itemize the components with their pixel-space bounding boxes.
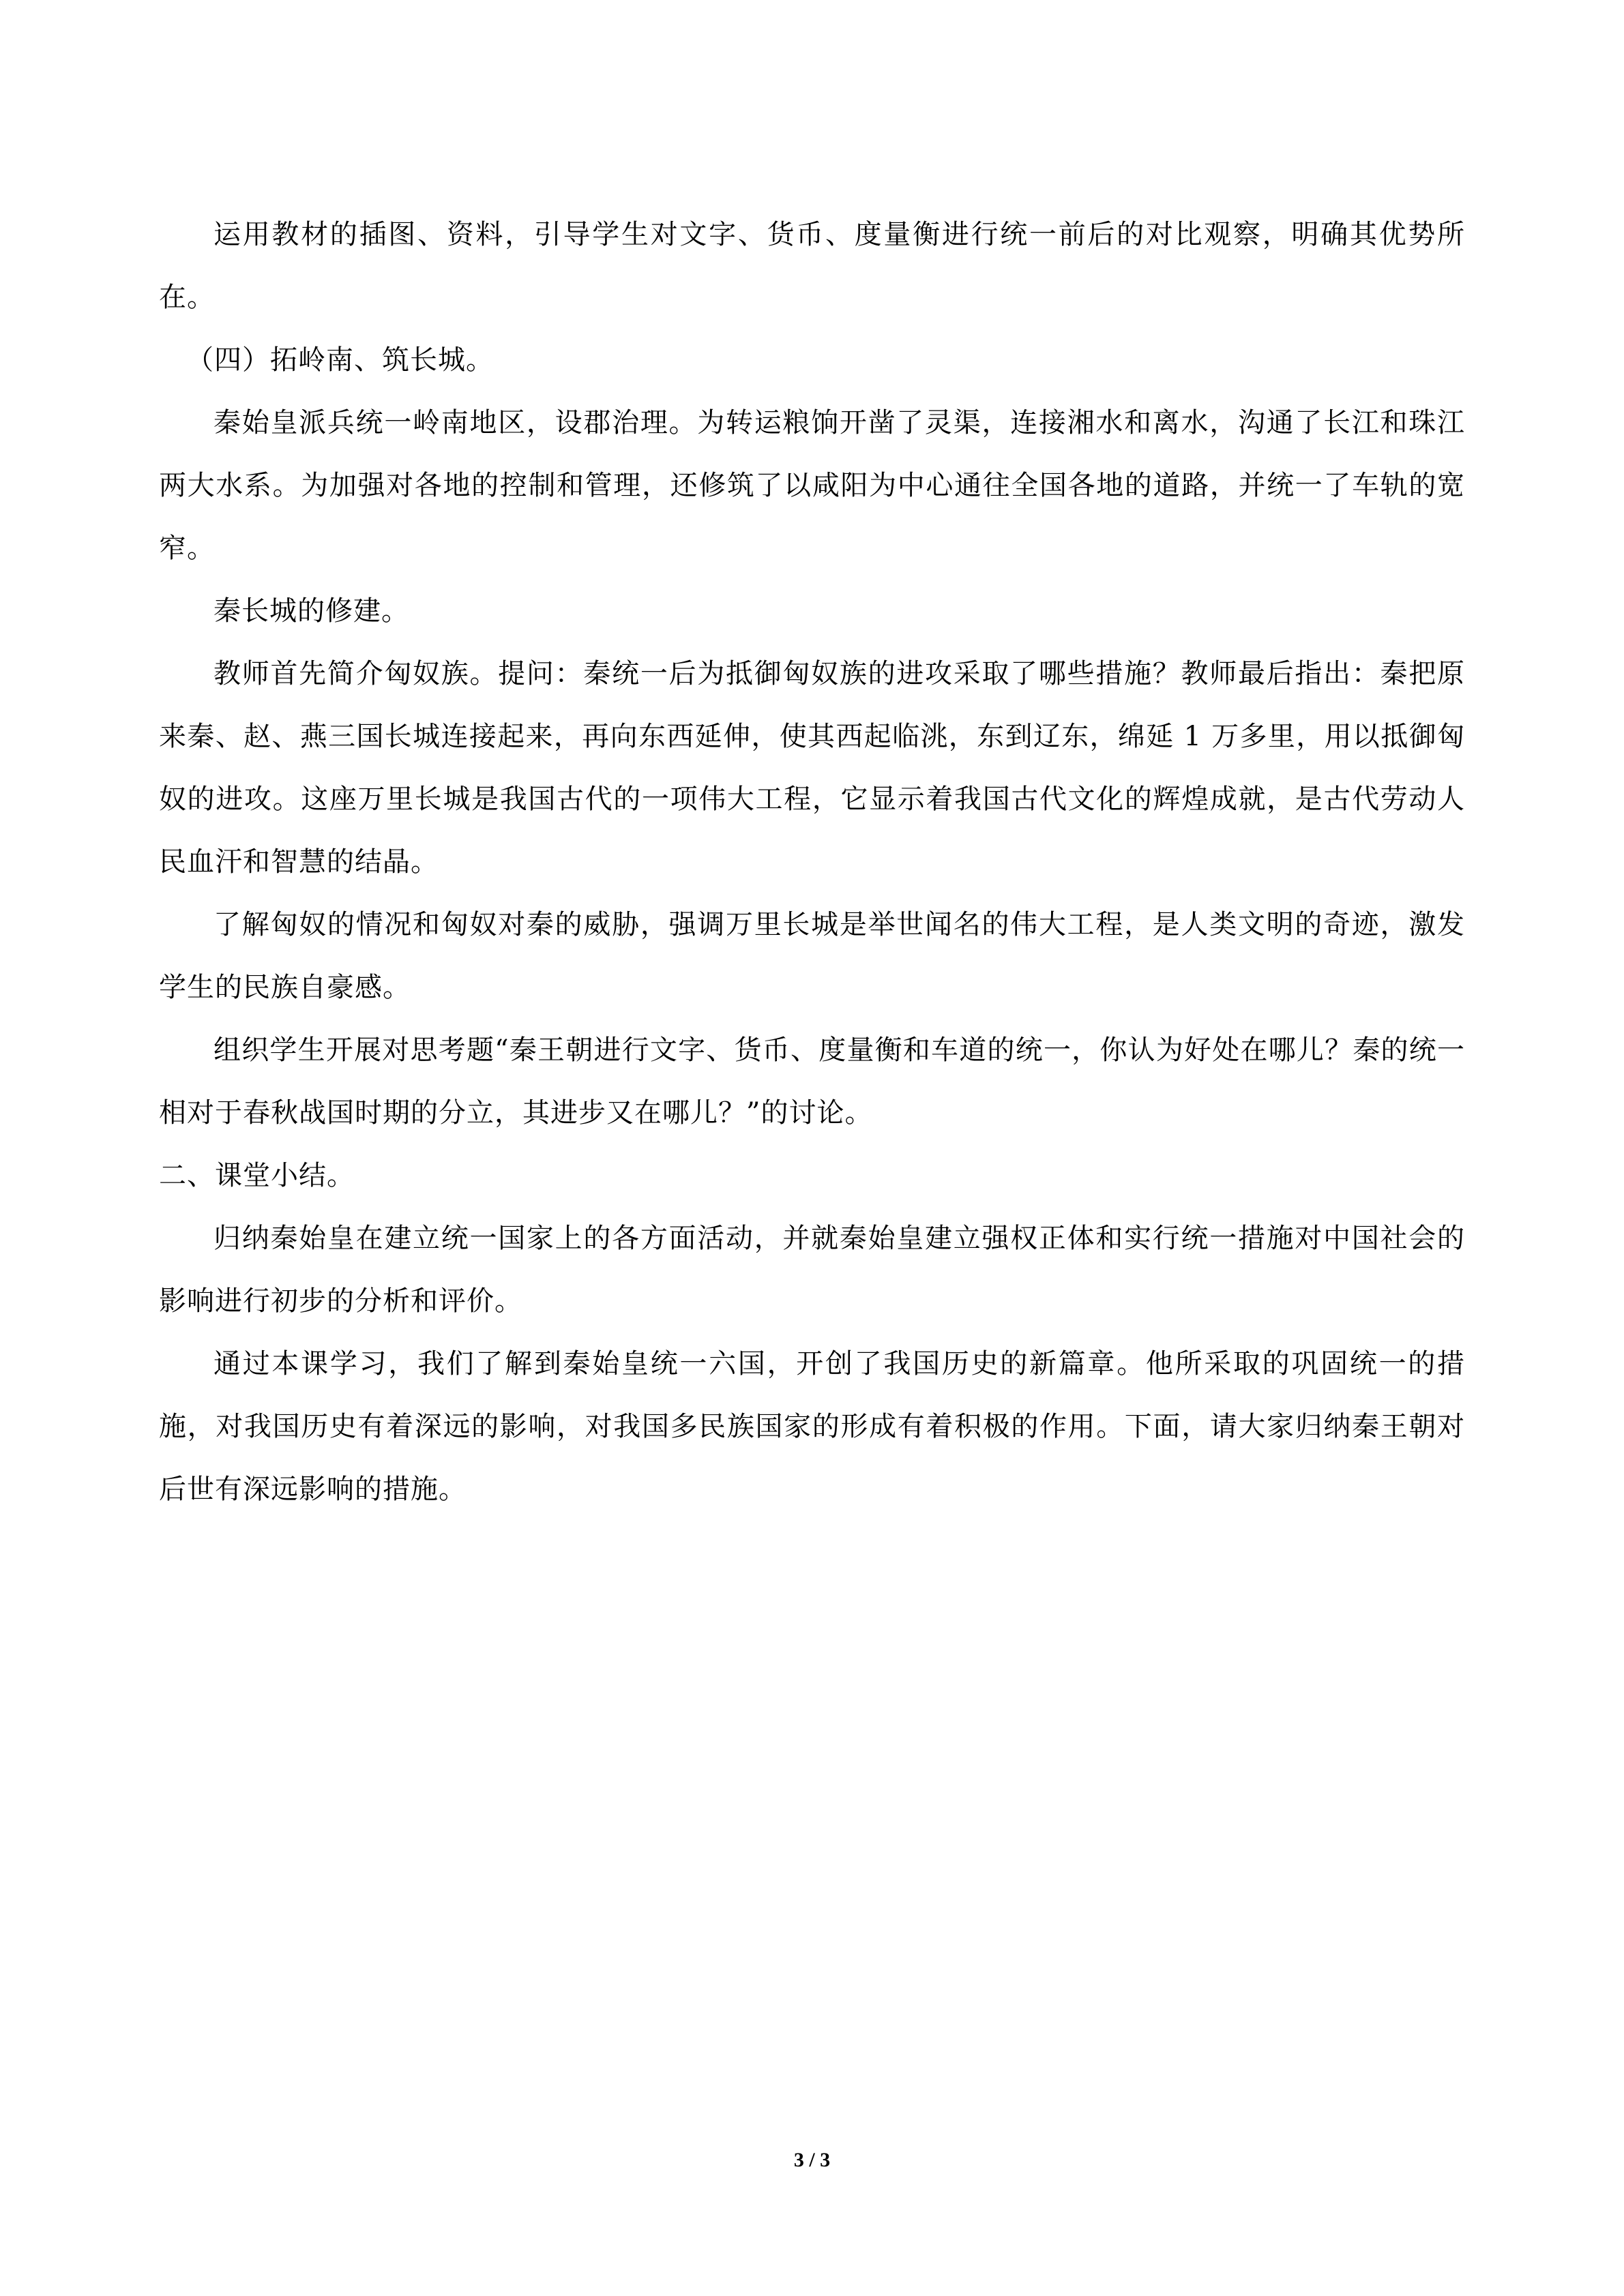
section-heading-class-summary: 二、课堂小结。 — [159, 1160, 355, 1191]
paragraph-comparison-observation: 运用教材的插图、资料，引导学生对文字、货币、度量衡进行统一前后的对比观察，明确其优势所在。 — [159, 219, 1465, 313]
subheading-great-wall-construction: 秦长城的修建。 — [213, 595, 409, 627]
paragraph-summary-conclusion: 通过本课学习，我们了解到秦始皇统一六国，开创了我国历史的新篇章。他所采取的巩固统一的措施，对我国历史有着深远的影响，对我国多民族国家的形成有着积极的作用。下面，请大家归纳秦王朝对后世有深远影响的措施。 — [159, 1348, 1465, 1505]
paragraph-lingnan: 秦始皇派兵统一岭南地区，设郡治理。为转运粮饷开凿了灵渠，连接湘水和离水，沟通了长江和珠江两大水系。为加强对各地的控制和管理，还修筑了以咸阳为中心通往全国各地的道路，并统一了车轨的宽窄。 — [159, 407, 1465, 564]
paragraph-national-pride: 了解匈奴的情况和匈奴对秦的威胁，强调万里长城是举世闻名的伟大工程，是人类文明的奇迹，激发学生的民族自豪感。 — [159, 909, 1465, 1003]
page-number: 3 / 3 — [793, 2149, 831, 2171]
paragraph-summary-activities: 归纳秦始皇在建立统一国家上的各方面活动，并就秦始皇建立强权正体和实行统一措施对中国社会的影响进行初步的分析和评价。 — [159, 1223, 1465, 1317]
section-heading-lingnan-great-wall: （四）拓岭南、筑长城。 — [186, 344, 494, 376]
paragraph-xiongnu: 教师首先简介匈奴族。提问：秦统一后为抵御匈奴族的进攻采取了哪些措施？教师最后指出：秦把原来秦、赵、燕三国长城连接起来，再向东西延伸，使其西起临洮，东到辽东，绵延 1 万多里，用以抵御匈奴的进攻。这座万里长城是我国古代的一项伟大工程，它显示着我国古代文化的辉煌成就，是古代劳动人民血汗和智慧的结晶。 — [159, 658, 1465, 878]
document-body — [159, 203, 1465, 1521]
paragraph-discussion: 组织学生开展对思考题“秦王朝进行文字、货币、度量衡和车道的统一，你认为好处在哪儿？秦的统一相对于春秋战国时期的分立，其进步又在哪儿？”的讨论。 — [159, 1034, 1465, 1129]
